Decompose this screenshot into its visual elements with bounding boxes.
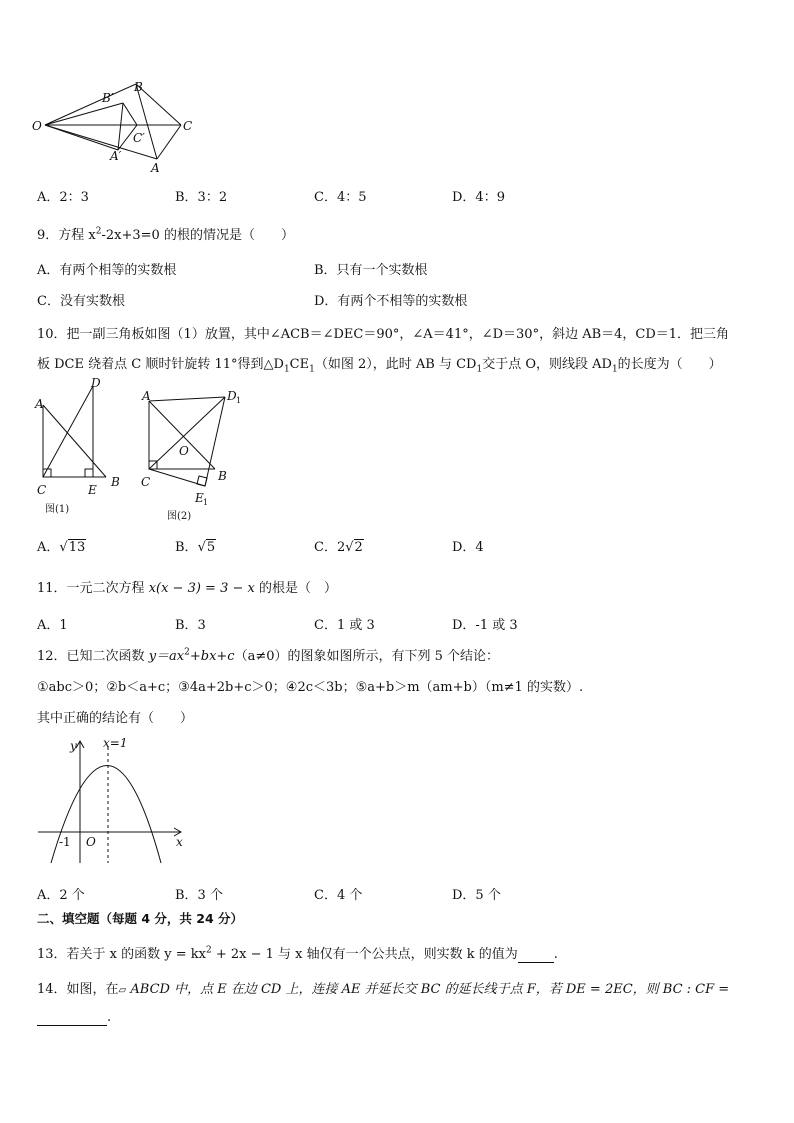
fig10-1-label-a: A xyxy=(35,397,44,411)
q11-option-b[interactable]: B．3 xyxy=(175,618,206,633)
q9-stem xyxy=(37,224,294,243)
q10-line1: 10．把一副三角板如图（1）放置，其中∠ACB＝∠DEC＝90°，∠A＝41°，∠D＝30°，斜边 AB＝4，CD＝1．把三角 xyxy=(37,327,730,342)
q12-graph-neg1: -1 xyxy=(59,835,71,849)
fig10-2-label-o: O xyxy=(179,444,189,458)
q10-option-d[interactable]: D．4 xyxy=(452,540,484,555)
q12-graph-axis-label: x=1 xyxy=(103,736,128,750)
q14-answer-line xyxy=(37,1010,111,1026)
q14-stem xyxy=(37,978,729,997)
q12-func2: +bx+c xyxy=(189,649,235,664)
q9-option-d[interactable]: D．有两个不相等的实数根 xyxy=(314,294,468,309)
q12-graph-origin: O xyxy=(86,835,96,849)
q12-line1-b: （a≠0）的图象如图所示，有下列 5 个结论： xyxy=(234,649,500,664)
q13-answer-blank[interactable] xyxy=(518,947,554,963)
q14-answer-blank[interactable] xyxy=(37,1010,107,1026)
q10-option-a-label: A． xyxy=(37,540,60,555)
fig10-2-label-e1: E xyxy=(195,491,204,505)
q14-b: ABCD 中，点 E 在边 CD 上，连接 AE 并延长交 BC 的延长线于点 F，若 DE = 2EC，则 BC : CF = xyxy=(126,982,730,997)
fig10-2-label-e1-sub: 1 xyxy=(203,498,209,507)
q11-prefix: 11．一元二次方程 xyxy=(37,581,149,596)
fig8-label-a-prime: A′ xyxy=(110,149,122,163)
q12-line3: 其中正确的结论有（ ） xyxy=(37,711,194,726)
q13-sup: 2 xyxy=(205,945,212,956)
q12-line1 xyxy=(37,645,499,664)
q8-figure xyxy=(30,78,200,176)
q12-line2: ①abc＞0；②b＜a+c；③4a+2b+c＞0；④2c＜3b；⑤a+b＞m（am+b）（m≠1 的实数）. xyxy=(37,680,584,695)
q10-figure-2 xyxy=(135,382,250,527)
q12-func: y＝ax xyxy=(148,649,185,664)
q10-line2 xyxy=(37,353,722,375)
fig10-2-label-c: C xyxy=(141,475,151,489)
q11-option-d[interactable]: D．-1 或 3 xyxy=(452,618,518,633)
q8-option-b[interactable]: B．3：2 xyxy=(175,190,228,205)
q10-sub-3: 1 xyxy=(476,364,483,375)
q11-suffix: 的根是（ ） xyxy=(254,581,337,596)
q10-sub-4: 1 xyxy=(611,364,618,375)
q13-post: + 2x − 1 与 x 轴仅有一个公共点，则实数 k 的值为 xyxy=(211,947,518,962)
q10-line2-c: （如图 2），此时 AB 与 CD xyxy=(314,357,477,372)
sqrt-symbol: √5 xyxy=(197,540,216,555)
fig10-2-label-a: A xyxy=(142,389,151,403)
q10-option-b[interactable] xyxy=(175,536,216,555)
q13-pre: 13．若关于 x 的函数 y = kx xyxy=(37,947,206,962)
fig10-1-label-e: E xyxy=(88,483,97,497)
q9-option-b[interactable]: B．只有一个实数根 xyxy=(314,263,428,278)
q10-option-b-label: B． xyxy=(175,540,198,555)
q12-graph xyxy=(33,733,193,868)
q9-stem-post: -2x+3=0 的根的情况是（ ） xyxy=(101,228,294,243)
sqrt-symbol: √13 xyxy=(59,540,86,555)
q11-stem xyxy=(37,577,337,596)
q8-option-d[interactable]: D．4：9 xyxy=(452,190,505,205)
fig10-1-label-d: D xyxy=(91,376,101,390)
q12-option-c[interactable]: C．4 个 xyxy=(314,888,363,903)
fig10-2-label-d1: D xyxy=(227,389,237,403)
q9-sup: 2 xyxy=(95,226,102,237)
fig8-label-c: C xyxy=(183,119,193,133)
q10-option-a[interactable] xyxy=(37,536,86,555)
q10-option-a-radicand: 13 xyxy=(68,540,86,555)
q12-option-d[interactable]: D．5 个 xyxy=(452,888,501,903)
q13-stem xyxy=(37,943,558,963)
q10-line2-d: 交于点 O，则线段 AD xyxy=(482,357,612,372)
q14-a: 14．如图，在 xyxy=(37,982,119,997)
q10-line2-a: 板 DCE 绕着点 C 顺时针旋转 11°得到△D xyxy=(37,357,284,372)
fig10-2-label-b: B xyxy=(218,469,227,483)
fig8-label-o: O xyxy=(32,119,42,133)
q13-end: . xyxy=(553,947,558,962)
fig8-label-c-prime: C′ xyxy=(133,131,145,145)
q9-stem-pre: 9．方程 x xyxy=(37,228,96,243)
q12-sup: 2 xyxy=(184,647,190,658)
q12-graph-x-label: x xyxy=(176,835,183,849)
q10-option-c-label: C． xyxy=(314,540,337,555)
fig10-1-label-b: B xyxy=(111,475,120,489)
q11-option-a[interactable]: A．1 xyxy=(37,618,68,633)
q10-sub-1: 1 xyxy=(283,364,290,375)
fig8-label-b-prime: B′ xyxy=(102,91,114,105)
fig10-2-label-d1-sub: 1 xyxy=(236,396,242,405)
q10-figure-1 xyxy=(33,372,128,522)
q12-graph-y-label: y xyxy=(70,739,77,753)
q12-line1-a: 12．已知二次函数 xyxy=(37,649,149,664)
fig8-label-b: B xyxy=(134,80,143,94)
q10-sub-2: 1 xyxy=(309,364,315,375)
q11-option-c[interactable]: C．1 或 3 xyxy=(314,618,375,633)
q10-option-b-radicand: 5 xyxy=(206,540,216,555)
parallelogram-icon: ▱ xyxy=(118,985,127,996)
fig10-1-caption: 图(1) xyxy=(45,504,70,515)
q8-option-a[interactable]: A．2：3 xyxy=(37,190,89,205)
q11-equation: x(x − 3) = 3 − x xyxy=(148,581,255,596)
fig10-1-label-c: C xyxy=(37,483,47,497)
fig10-2-caption: 图(2) xyxy=(167,511,192,522)
q12-option-a[interactable]: A．2 个 xyxy=(37,888,85,903)
q14-end: . xyxy=(107,1010,112,1025)
q10-option-c[interactable] xyxy=(314,536,364,555)
fig8-label-a: A xyxy=(151,161,160,175)
q10-line2-b: CE xyxy=(289,357,310,372)
q12-option-b[interactable]: B．3 个 xyxy=(175,888,223,903)
q8-option-c[interactable]: C．4：5 xyxy=(314,190,367,205)
q10-option-c-coef: 2 xyxy=(336,540,346,555)
q9-option-a[interactable]: A．有两个相等的实数根 xyxy=(37,263,177,278)
q10-option-c-radicand: 2 xyxy=(354,540,363,555)
q9-option-c[interactable]: C．没有实数根 xyxy=(37,294,125,309)
q10-line2-e: 的长度为（ ） xyxy=(617,357,722,372)
section-2-heading: 二、填空题（每题 4 分，共 24 分） xyxy=(37,911,244,926)
sqrt-symbol: √2 xyxy=(345,540,363,555)
